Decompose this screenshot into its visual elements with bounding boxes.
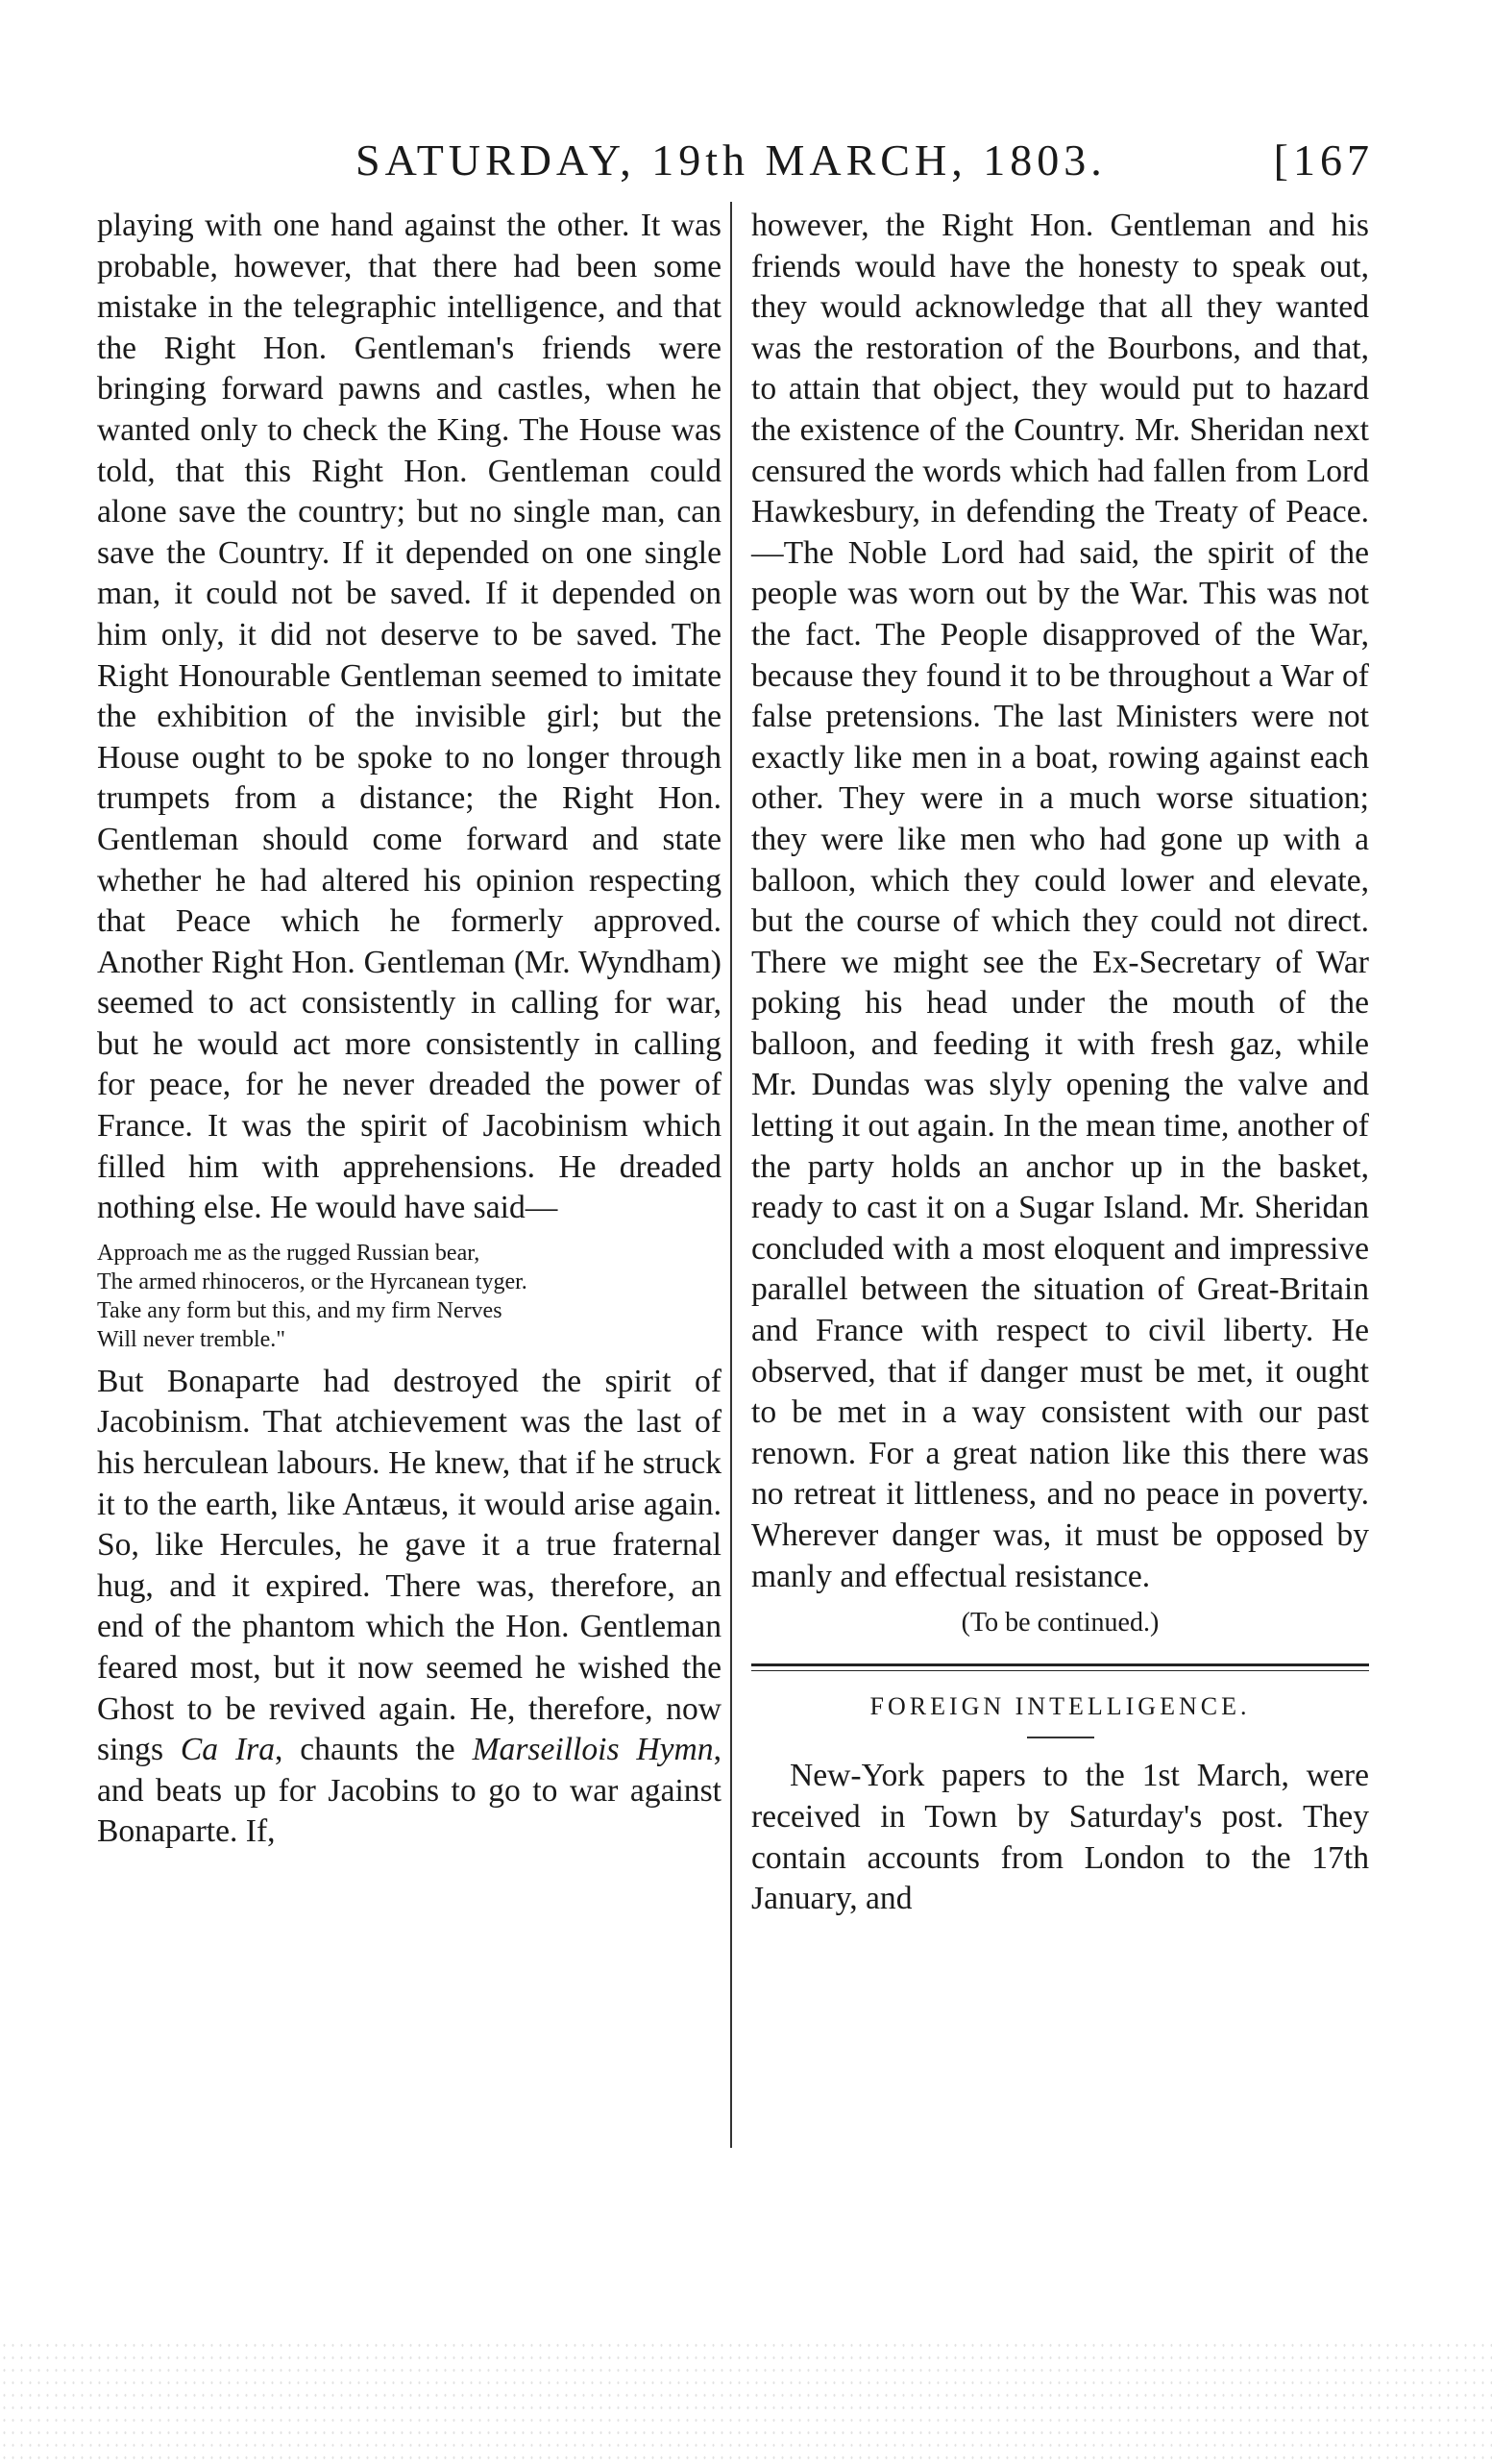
ca-ira-title: Ca Ira bbox=[180, 1732, 275, 1768]
marseillois-title: Marseillois Hymn bbox=[472, 1732, 714, 1768]
left-column bbox=[97, 206, 722, 1853]
short-rule bbox=[1027, 1737, 1094, 1738]
header-title: SATURDAY, 19th MARCH, 1803. bbox=[355, 136, 1107, 185]
right-paragraph-1: however, the Right Hon. Gentleman and his friends would have the honesty to speak out, they would acknowledge that all they wanted was the restoration of the Bourbons, and that, to attain that object, they would put to hazard the existence of the Country. Mr. Sheridan next censured the words which had fallen from Lord Hawkesbury, in defending the Treaty of Peace.—The Noble Lord had said, the spirit of the people was worn out by the War. This was not the fact. The People disapproved of the War, because they found it to be throughout a War of false pretensions. The last Ministers were not exactly like men in a boat, rowing against each other. They were in a much worse situation; they were like men who had gone up with a balloon, which they could lower and elevate, but the course of which they could not direct. There we might see the Ex-Secretary of War poking his head under the mouth of the balloon, and feeding it with fresh gaz, while Mr. Dundas was slyly opening the valve and letting it out again. In the mean time, another of the party holds an anchor up in the basket, ready to cast it on a Sugar Island. Mr. Sheridan concluded with a most eloquent and impressive parallel between the situation of Great-Britain and France with respect to civil liberty. He observed, that if danger must be met, it ought to be met in a way consistent with our past renown. For a great nation like this there was no retreat it littleness, and no peace in poverty. Wherever danger was, it must be opposed by manly and effectual resistance. bbox=[751, 208, 1369, 1594]
page-header bbox=[355, 135, 1374, 202]
right-paragraph-2: New-York papers to the 1st March, were received in Town by Saturday's post. They contain accounts from London to the 17th January, and bbox=[751, 1758, 1369, 1917]
left-paragraph-1: playing with one hand against the other. It was probable, however, that there had been some mistake in the telegraphic intelligence, and that the Right Hon. Gentleman's friends were bringing forward pawns and castles, when he wanted only to check the King. The House was told, that this Right Hon. Gentleman could alone save the country; but no single man, can save the Country. If it depended on one single man, it could not be saved. If it depended on him only, it did not deserve to be saved. The Right Honourable Gentleman seemed to imitate the exhibition of the invisible girl; but the House ought to be spoke to no longer through trumpets from a distance; the Right Hon. Gentleman should come forward and state whether he had altered his opinion respecting that Peace which he formerly approved. Another Right Hon. Gentleman (Mr. Wyndham) seemed to act consistently in calling for war, but he would act more consistently in calling for peace, for he never dreaded the power of France. It was the spirit of Jacobinism which filled him with apprehensions. He dreaded nothing else. He would have said— bbox=[97, 208, 722, 1226]
verse-quotation bbox=[97, 1239, 722, 1354]
left-paragraph-2 bbox=[97, 1362, 722, 1853]
paper-noise bbox=[0, 2339, 1492, 2464]
right-column bbox=[751, 206, 1369, 1920]
column-divider bbox=[730, 202, 732, 2148]
section-heading: FOREIGN INTELLIGENCE. bbox=[869, 1691, 1251, 1720]
verse-line: Will never tremble." bbox=[97, 1326, 286, 1352]
para2-start: But Bonaparte had destroyed the spirit of Jacobinism. That atchievement was the last of his herculean labours. He knew, that if he struck it to the earth, like Antæus, it would arise again. So, like Hercules, he gave it a true fraternal hug, and it expired. There was, therefore, an end of the phantom which the Hon. Gentleman feared most, but it now seemed he wished the Ghost to be revived again. He, therefore, now sings bbox=[97, 1363, 722, 1768]
continued-note: (To be continued.) bbox=[961, 1608, 1160, 1639]
page-number: [167 bbox=[1273, 136, 1374, 185]
para2-mid: , chaunts the bbox=[275, 1732, 473, 1768]
verse-line: The armed rhinoceros, or the Hyrcanean tyger. bbox=[97, 1269, 527, 1294]
verse-line: Approach me as the rugged Russian bear, bbox=[97, 1240, 480, 1266]
para2-end: , and beats up for Jacobins to go to war against Bonaparte. If, bbox=[97, 1732, 722, 1850]
verse-line: Take any form but this, and my firm Nerves bbox=[97, 1297, 502, 1323]
section-rule bbox=[751, 1663, 1369, 1671]
